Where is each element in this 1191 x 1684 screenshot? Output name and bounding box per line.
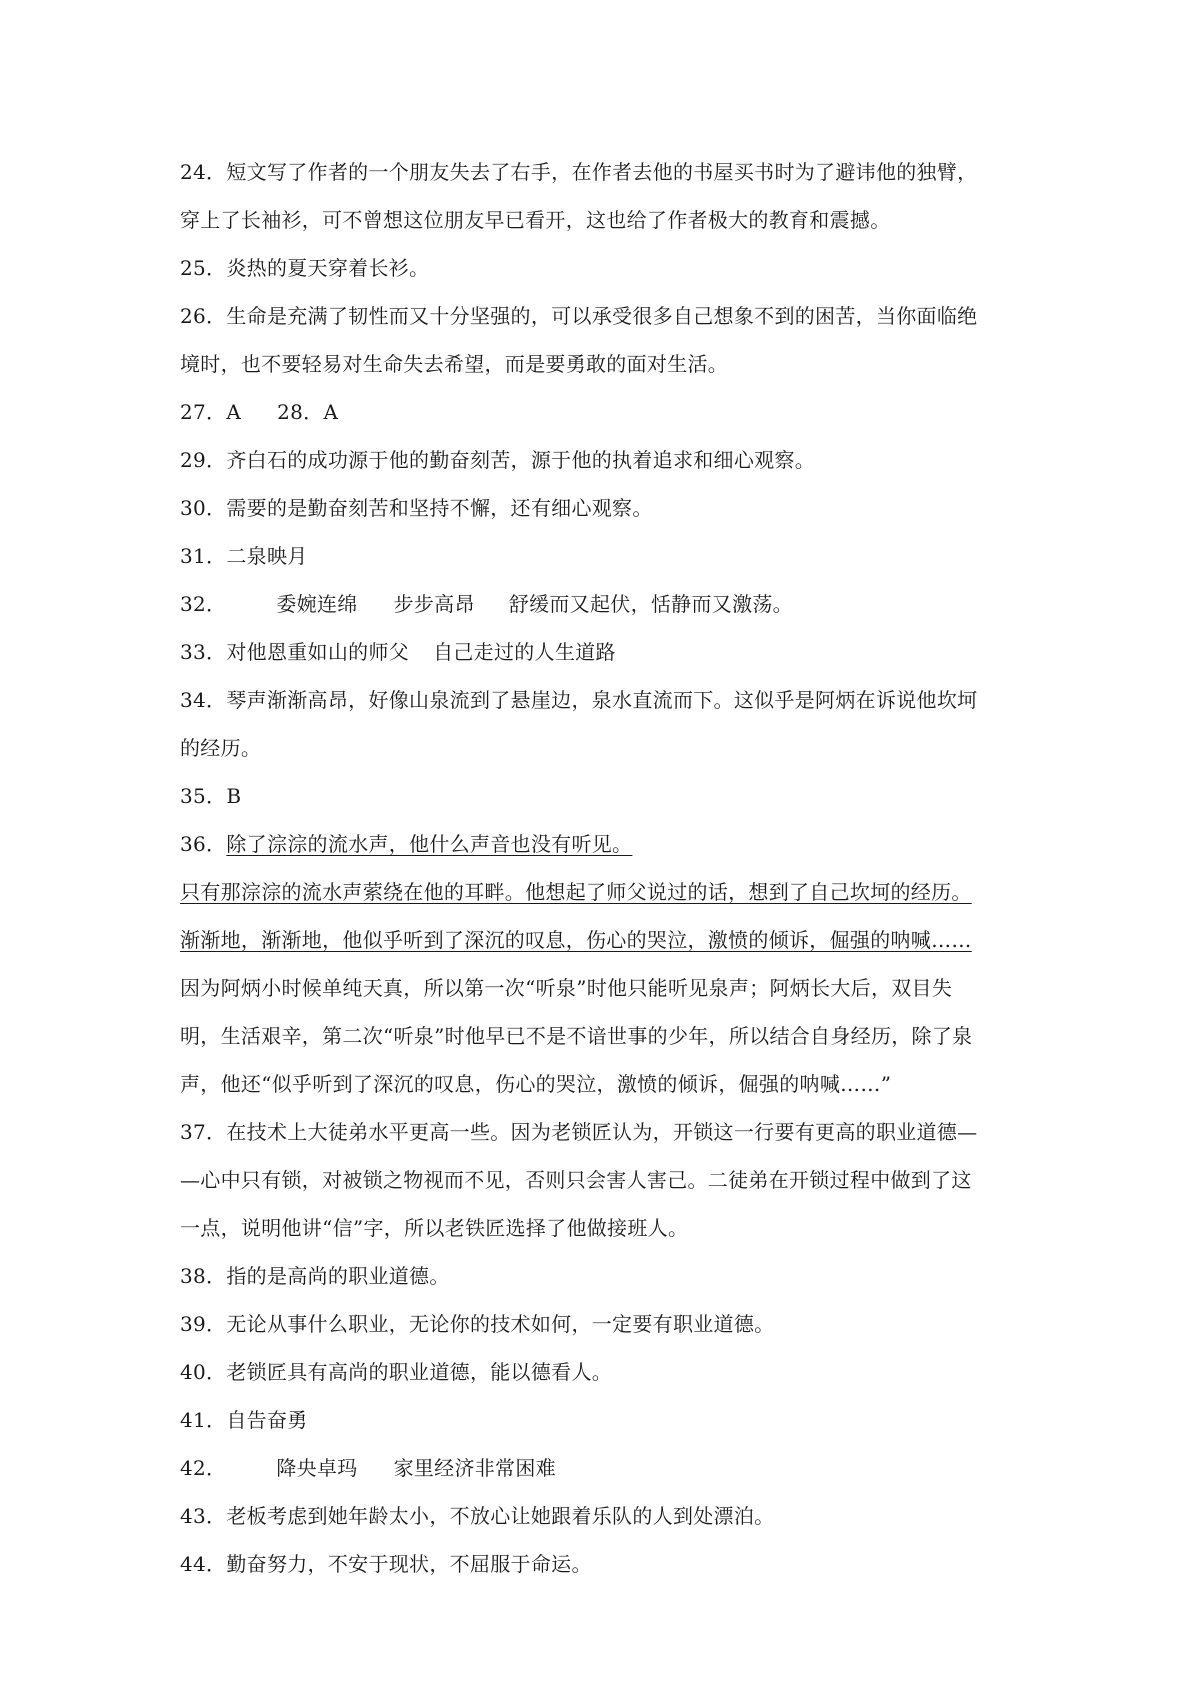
answer-24-line-2: 穿上了长袖衫，可不曾想这位朋友早已看开，这也给了作者极大的教育和震撼。 bbox=[180, 208, 891, 232]
answer-32-part-3: 舒缓而又起伏，恬静而又激荡。 bbox=[508, 592, 793, 616]
answer-38: 38．指的是高尚的职业道德。 bbox=[180, 1264, 450, 1288]
answer-27-28 bbox=[180, 388, 1010, 436]
answer-32-part-2: 步步高昂 bbox=[393, 592, 475, 616]
answer-36-underlined-3: 渐渐地，渐渐地，他似乎听到了深沉的叹息，伤心的哭泣，激愤的倾诉，倔强的呐喊…… bbox=[180, 928, 972, 952]
answer-30: 30．需要的是勤奋刻苦和坚持不懈，还有细心观察。 bbox=[180, 496, 653, 520]
answer-35: 35．B bbox=[180, 784, 242, 808]
answer-36-line-3 bbox=[180, 916, 1010, 964]
answer-29: 29．齐白石的成功源于他的勤奋刻苦，源于他的执着追求和细心观察。 bbox=[180, 448, 816, 472]
answer-25: 25．炎热的夏天穿着长衫。 bbox=[180, 256, 430, 280]
answer-36-number: 36． bbox=[180, 832, 227, 856]
answer-42-part-1: 降央卓玛 bbox=[276, 1456, 358, 1480]
answer-32-number: 32． bbox=[180, 592, 227, 616]
answer-42-part-2: 家里经济非常困难 bbox=[393, 1456, 556, 1480]
answer-37-line-1: 37．在技术上大徒弟水平更高一些。因为老锁匠认为，开锁这一行要有更高的职业道德— bbox=[180, 1120, 978, 1144]
answer-33-part-2: 自己走过的人生道路 bbox=[433, 640, 616, 664]
answer-33 bbox=[180, 628, 1010, 676]
answer-36-underlined-1: 除了淙淙的流水声，他什么声音也没有听见。 bbox=[226, 832, 633, 856]
answer-36-line-4: 因为阿炳小时候单纯天真，所以第一次“听泉”时他只能听见泉声；阿炳长大后，双目失 bbox=[180, 976, 953, 1000]
answer-28: 28．A bbox=[277, 400, 339, 424]
answer-36-line-6: 声，他还“似乎听到了深沉的叹息，伤心的哭泣，激愤的倾诉，倔强的呐喊……” bbox=[180, 1072, 892, 1096]
answer-36-line-2 bbox=[180, 868, 1010, 916]
answer-26-line-2: 境时，也不要轻易对生命失去希望，而是要勇敢的面对生活。 bbox=[180, 352, 729, 376]
answer-36-underlined-2: 只有那淙淙的流水声萦绕在他的耳畔。他想起了师父说过的话，想到了自己坎坷的经历。 bbox=[180, 880, 972, 904]
answer-31: 31．二泉映月 bbox=[180, 544, 308, 568]
answer-44: 44．勤奋努力，不安于现状，不屈服于命运。 bbox=[180, 1552, 592, 1576]
answer-42 bbox=[180, 1444, 1010, 1492]
answer-34-line-2: 的经历。 bbox=[180, 736, 262, 760]
answer-37-line-2: —心中只有锁，对被锁之物视而不见，否则只会害人害己。二徒弟在开锁过程中做到了这 bbox=[180, 1168, 972, 1192]
answer-34-line-1: 34．琴声渐渐高昂，好像山泉流到了悬崖边，泉水直流而下。这似乎是阿炳在诉说他坎坷 bbox=[180, 688, 978, 712]
answer-36-line-5: 明，生活艰辛，第二次“听泉”时他早已不是不谙世事的少年，所以结合自身经历，除了泉 bbox=[180, 1024, 973, 1048]
answer-41: 41．自告奋勇 bbox=[180, 1408, 308, 1432]
answer-32-part-1: 委婉连绵 bbox=[276, 592, 358, 616]
answer-39: 39．无论从事什么职业，无论你的技术如何，一定要有职业道德。 bbox=[180, 1312, 775, 1336]
answer-24-line-1: 24．短文写了作者的一个朋友失去了右手，在作者去他的书屋买书时为了避讳他的独臂， bbox=[180, 160, 978, 184]
answer-26-line-1: 26．生命是充满了韧性而又十分坚强的，可以承受很多自己想象不到的困苦，当你面临绝 bbox=[180, 304, 978, 328]
answer-32 bbox=[180, 580, 1010, 628]
answer-27: 27．A bbox=[180, 400, 242, 424]
answer-40: 40．老锁匠具有高尚的职业道德，能以德看人。 bbox=[180, 1360, 613, 1384]
answer-42-number: 42． bbox=[180, 1456, 227, 1480]
answer-43: 43．老板考虑到她年龄太小，不放心让她跟着乐队的人到处漂泊。 bbox=[180, 1504, 775, 1528]
answer-list bbox=[180, 148, 1010, 1588]
answer-37-line-3: 一点，说明他讲“信”字，所以老铁匠选择了他做接班人。 bbox=[180, 1216, 689, 1240]
answer-33-part-1: 33．对他恩重如山的师父 bbox=[180, 640, 410, 664]
answer-36-line-1 bbox=[180, 820, 1010, 868]
